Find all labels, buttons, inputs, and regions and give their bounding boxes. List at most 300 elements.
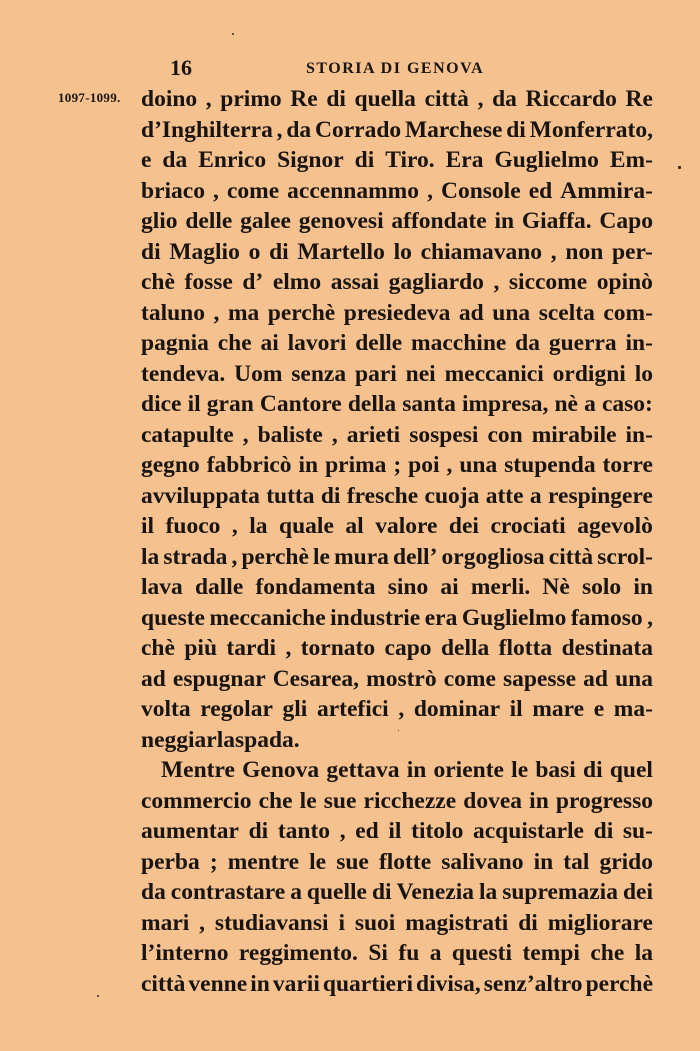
word: quel <box>609 757 653 783</box>
word: crociati <box>490 513 566 539</box>
word: che <box>217 330 252 356</box>
word: il <box>388 818 402 844</box>
word: Re <box>625 86 653 112</box>
word: su- <box>622 818 653 844</box>
word: regolar <box>200 696 273 722</box>
scan-speck <box>398 730 399 731</box>
word: , <box>231 513 238 539</box>
word: supremazia <box>502 879 618 905</box>
text-line <box>141 694 653 725</box>
word: quale <box>279 513 334 539</box>
word: Marchese <box>404 116 503 143</box>
word: impresa, <box>461 391 549 417</box>
paragraph-2 <box>141 755 653 999</box>
word: macchine <box>411 330 507 356</box>
word: contrastare <box>170 879 286 905</box>
word: baliste <box>257 421 323 448</box>
word: tempi <box>522 940 580 966</box>
word: , <box>213 177 219 204</box>
word: sue <box>336 848 369 875</box>
text-line <box>141 633 653 664</box>
word: gli <box>282 696 308 722</box>
word: della <box>440 635 490 661</box>
word: città <box>424 86 469 112</box>
word: in <box>250 970 270 997</box>
word: le <box>511 757 529 783</box>
word: Uom <box>234 360 283 387</box>
text-line <box>141 176 653 207</box>
word: espugnar <box>172 665 266 692</box>
word: , <box>477 86 484 112</box>
word: taluno <box>141 299 205 326</box>
word: meccanici <box>444 360 544 387</box>
text-line <box>141 725 653 756</box>
text-line <box>141 877 653 908</box>
text-line <box>141 237 653 268</box>
word: meccaniche <box>209 604 326 631</box>
word: com- <box>603 299 653 326</box>
word: atte <box>485 482 524 509</box>
word: fosse <box>184 269 233 295</box>
word: prima <box>325 452 387 478</box>
text-line <box>141 969 653 1000</box>
word: Guglielmo <box>494 147 599 173</box>
word: galee <box>240 208 291 234</box>
word: sapesse <box>502 665 577 692</box>
text-line <box>141 755 653 786</box>
word: ed <box>355 818 379 844</box>
word: la <box>141 543 160 570</box>
word: di <box>506 116 526 143</box>
word: Venezia <box>396 879 474 905</box>
word: come <box>226 177 280 204</box>
word: Monferrato, <box>529 116 653 143</box>
word: agevolò <box>577 513 653 539</box>
word: ad <box>458 299 484 326</box>
word: grido <box>599 848 653 875</box>
word: ; <box>393 452 402 478</box>
word: in <box>298 452 319 478</box>
word: di <box>269 238 289 265</box>
word: Maglio <box>169 238 240 265</box>
word: gettava <box>326 757 400 783</box>
word: elmo <box>272 269 322 295</box>
word: da <box>492 86 517 112</box>
word: tanto <box>277 818 331 844</box>
word: studiavansi <box>214 909 329 936</box>
word: doino <box>141 86 198 112</box>
text-line <box>141 420 653 451</box>
word: solo <box>581 574 622 600</box>
word: sue <box>323 787 357 814</box>
word: gran <box>206 391 254 417</box>
page-number: 16 <box>170 55 192 80</box>
word: suoi <box>354 909 396 936</box>
text-line <box>141 206 653 237</box>
word: guerra <box>548 330 617 356</box>
word: destinata <box>561 635 653 661</box>
text-line <box>141 481 653 512</box>
scan-speck <box>232 33 234 35</box>
word: ricchezze <box>363 787 457 814</box>
word: Giaffa. <box>521 208 592 234</box>
word: chè <box>141 269 175 295</box>
word: le <box>313 543 330 570</box>
word: dovea <box>463 787 523 814</box>
word: ma- <box>613 696 653 722</box>
word: fu <box>398 940 420 966</box>
word: Era <box>445 147 484 173</box>
word: poi <box>408 452 440 478</box>
word: quella <box>354 86 416 112</box>
running-head: STORIA DI GENOVA <box>306 60 485 77</box>
word: perchè <box>267 299 336 326</box>
word: venne <box>188 970 248 997</box>
word: Cantore <box>259 391 342 417</box>
word: una <box>492 299 531 326</box>
word: il <box>509 696 523 722</box>
word: con <box>487 421 523 448</box>
word: acquistarle <box>473 818 584 844</box>
word: la <box>478 879 498 905</box>
word: d’Inghilterra <box>141 116 273 143</box>
word: per- <box>612 238 653 265</box>
word: progresso <box>555 787 653 814</box>
word: flotta <box>498 635 553 661</box>
word: al <box>345 513 364 539</box>
word: industrie <box>330 604 421 631</box>
word: neggiar <box>141 726 217 753</box>
word: tutta <box>266 482 315 509</box>
word: caso: <box>601 391 653 417</box>
paragraph-1 <box>141 84 653 755</box>
word: accennammo <box>287 177 420 204</box>
word: di <box>326 86 346 112</box>
word: a <box>584 391 596 417</box>
word: briaco <box>141 177 205 204</box>
word: , <box>331 421 338 448</box>
word: varii <box>272 970 320 997</box>
text-line <box>141 511 653 542</box>
word: opinò <box>596 269 653 295</box>
word: Mentre <box>161 757 235 783</box>
word: dominar <box>413 696 501 722</box>
word: , <box>242 421 249 448</box>
scan-speck <box>97 995 99 997</box>
word: dice <box>141 391 182 417</box>
word: aumentar <box>141 818 239 844</box>
word: sospesi <box>409 421 479 448</box>
word: tal <box>563 848 590 875</box>
word: da <box>515 330 540 356</box>
word: merli. <box>470 574 531 600</box>
word: d’ <box>242 269 264 295</box>
word: chè <box>141 635 175 661</box>
word: , <box>205 86 212 112</box>
word: fresche <box>346 482 419 509</box>
word: questi <box>451 940 512 966</box>
word: delle <box>185 208 233 234</box>
word: magistrati <box>405 909 509 936</box>
word: presiedeva <box>343 299 451 326</box>
text-line <box>141 145 653 176</box>
word: da <box>162 147 188 173</box>
word: dei <box>448 513 479 539</box>
text-line <box>141 298 653 329</box>
word: Signor <box>277 147 344 173</box>
word: Re <box>290 86 318 112</box>
word: , <box>493 269 500 295</box>
word: santa <box>402 391 456 417</box>
word: di <box>371 879 392 905</box>
word: la <box>634 940 653 966</box>
word: mare <box>532 696 585 722</box>
word: divisa, <box>416 970 481 997</box>
word: in- <box>625 330 653 356</box>
word: ad <box>583 665 608 692</box>
word: gegno <box>141 452 200 478</box>
word: mura <box>334 543 389 570</box>
word: mentre <box>227 848 300 875</box>
word: , <box>427 177 433 204</box>
word: flotte <box>378 848 432 875</box>
text-line <box>141 786 653 817</box>
word: scrol- <box>597 543 653 570</box>
word: le <box>299 787 317 814</box>
word: stupenda <box>504 452 596 478</box>
word: , <box>550 238 557 265</box>
word: dalle <box>194 574 244 600</box>
word: di <box>583 757 603 783</box>
word: una <box>615 665 653 692</box>
word: delle <box>355 330 403 356</box>
word: non <box>565 238 604 265</box>
text-line <box>141 542 653 573</box>
word: della <box>347 391 397 417</box>
word: , <box>339 818 346 844</box>
word: cuoja <box>424 482 480 509</box>
word: catapulte <box>141 421 234 448</box>
word: Cesarea, <box>272 665 360 692</box>
word: dei <box>622 879 653 905</box>
word: in <box>494 208 515 234</box>
word: reggimento. <box>238 940 358 966</box>
word: dell’ <box>393 543 438 570</box>
word: oriente <box>433 757 504 783</box>
word: da <box>141 879 166 905</box>
word: glio <box>141 208 178 234</box>
word: , <box>647 604 653 631</box>
word: che <box>258 787 293 814</box>
word: a <box>529 482 542 509</box>
word: Em- <box>609 147 653 173</box>
word: salivano <box>441 848 524 875</box>
word: mostrò <box>366 665 437 692</box>
word: fabbricò <box>206 452 292 478</box>
word: il <box>187 391 201 417</box>
text-line <box>141 359 653 390</box>
word: tardi <box>226 635 277 661</box>
text-line <box>141 908 653 939</box>
word: lo <box>393 238 412 265</box>
word: di <box>518 909 538 936</box>
word: perchè <box>585 970 653 997</box>
text-line <box>141 328 653 359</box>
word: ordigni <box>552 360 626 387</box>
word: pagnia <box>141 330 209 356</box>
word: città <box>548 543 594 570</box>
word: come <box>443 665 496 692</box>
word: fondamenta <box>255 574 376 600</box>
word: ed <box>528 177 553 204</box>
word: tornato <box>300 635 376 661</box>
word: , <box>276 116 283 143</box>
word: città <box>141 970 186 997</box>
word: ad <box>141 665 166 692</box>
word: mari <box>141 909 190 936</box>
word: migliorare <box>547 909 653 936</box>
body-text <box>141 84 653 999</box>
word: siccome <box>508 269 588 295</box>
word: le <box>309 848 327 875</box>
word: avviluppata <box>141 482 260 509</box>
word: Guglielmo <box>461 604 567 631</box>
word: volta <box>141 696 191 722</box>
word: artefici <box>316 696 389 722</box>
word: capo <box>384 635 432 661</box>
word: nè <box>554 391 578 417</box>
text-line <box>141 267 653 298</box>
word: o <box>248 238 261 265</box>
text-line <box>141 450 653 481</box>
word: lava <box>141 574 183 600</box>
word: famoso <box>570 604 643 631</box>
word: una <box>459 452 498 478</box>
word: e <box>593 696 605 722</box>
word: queste <box>141 604 205 631</box>
word: , <box>446 452 453 478</box>
word: quelle <box>306 879 367 905</box>
word: chiamavano <box>420 238 543 265</box>
word: strada <box>163 543 228 570</box>
word: Console <box>440 177 521 204</box>
word: in <box>533 848 554 875</box>
word: Nè <box>542 574 570 600</box>
word: lavori <box>287 330 347 356</box>
word: primo <box>220 86 282 112</box>
word: più <box>184 635 218 661</box>
word: assai <box>330 269 380 295</box>
text-line <box>141 572 653 603</box>
word: , <box>213 299 220 326</box>
word: basi <box>535 757 576 783</box>
word: Capo <box>599 208 653 234</box>
word: Tiro. <box>385 147 435 173</box>
text-line <box>141 938 653 969</box>
text-line <box>141 389 653 420</box>
word: in <box>529 787 549 814</box>
word: titolo <box>411 818 464 844</box>
word: arieti <box>346 421 401 448</box>
word: quartieri <box>322 970 413 997</box>
word: gagliardo <box>388 269 484 295</box>
scan-speck <box>678 166 681 169</box>
word: nei <box>405 360 436 387</box>
word: , <box>398 696 405 722</box>
word: tendeva. <box>141 360 226 387</box>
word: e <box>141 147 152 173</box>
word: i <box>338 909 345 936</box>
word: senza <box>291 360 347 387</box>
word: perchè <box>241 543 309 570</box>
word: fuoco <box>165 513 221 539</box>
word: lo <box>634 360 653 387</box>
word: in <box>406 757 427 783</box>
word: ma <box>227 299 260 326</box>
word: che <box>590 940 625 966</box>
word: ; <box>209 848 218 875</box>
word: pari <box>355 360 397 387</box>
word: di <box>248 818 269 844</box>
word: sino <box>387 574 429 600</box>
word: Martello <box>297 238 385 265</box>
word: ai <box>260 330 279 356</box>
text-line <box>141 847 653 878</box>
text-line <box>141 603 653 634</box>
word: ai <box>440 574 459 600</box>
word: Ammira- <box>560 177 653 204</box>
word: commercio <box>141 787 252 814</box>
word: valore <box>375 513 438 539</box>
word: orgogliosa <box>441 543 545 570</box>
word: in- <box>625 421 653 448</box>
word: Genova <box>242 757 320 783</box>
word: torre <box>602 452 653 478</box>
word: di <box>141 238 161 265</box>
word: a <box>429 940 442 966</box>
text-line <box>141 115 653 146</box>
word: senz’altro <box>483 970 583 997</box>
word: il <box>141 513 155 539</box>
word: l’interno <box>141 940 229 966</box>
word: , <box>285 635 292 661</box>
word: in <box>633 574 653 600</box>
word: la <box>249 513 268 539</box>
text-line <box>141 816 653 847</box>
word: genovesi <box>298 208 384 234</box>
word: era <box>424 604 458 631</box>
word: di <box>593 818 614 844</box>
word: Corrado <box>315 116 402 143</box>
word: la <box>216 726 235 753</box>
margin-date-note: 1097-1099. <box>58 90 121 105</box>
word: scelta <box>538 299 595 326</box>
text-line <box>141 84 653 115</box>
word: mirabile <box>531 421 617 448</box>
word: Si <box>368 940 388 966</box>
word: respingere <box>548 482 653 509</box>
word: a <box>290 879 302 905</box>
word: perba <box>141 848 200 875</box>
word: di <box>320 482 341 509</box>
text-line <box>141 664 653 695</box>
word: da <box>286 116 312 143</box>
word: spada. <box>235 726 300 753</box>
word: , <box>199 909 206 936</box>
word: Riccardo <box>525 86 617 112</box>
word: Enrico <box>198 147 267 173</box>
word: affondate <box>391 208 487 234</box>
